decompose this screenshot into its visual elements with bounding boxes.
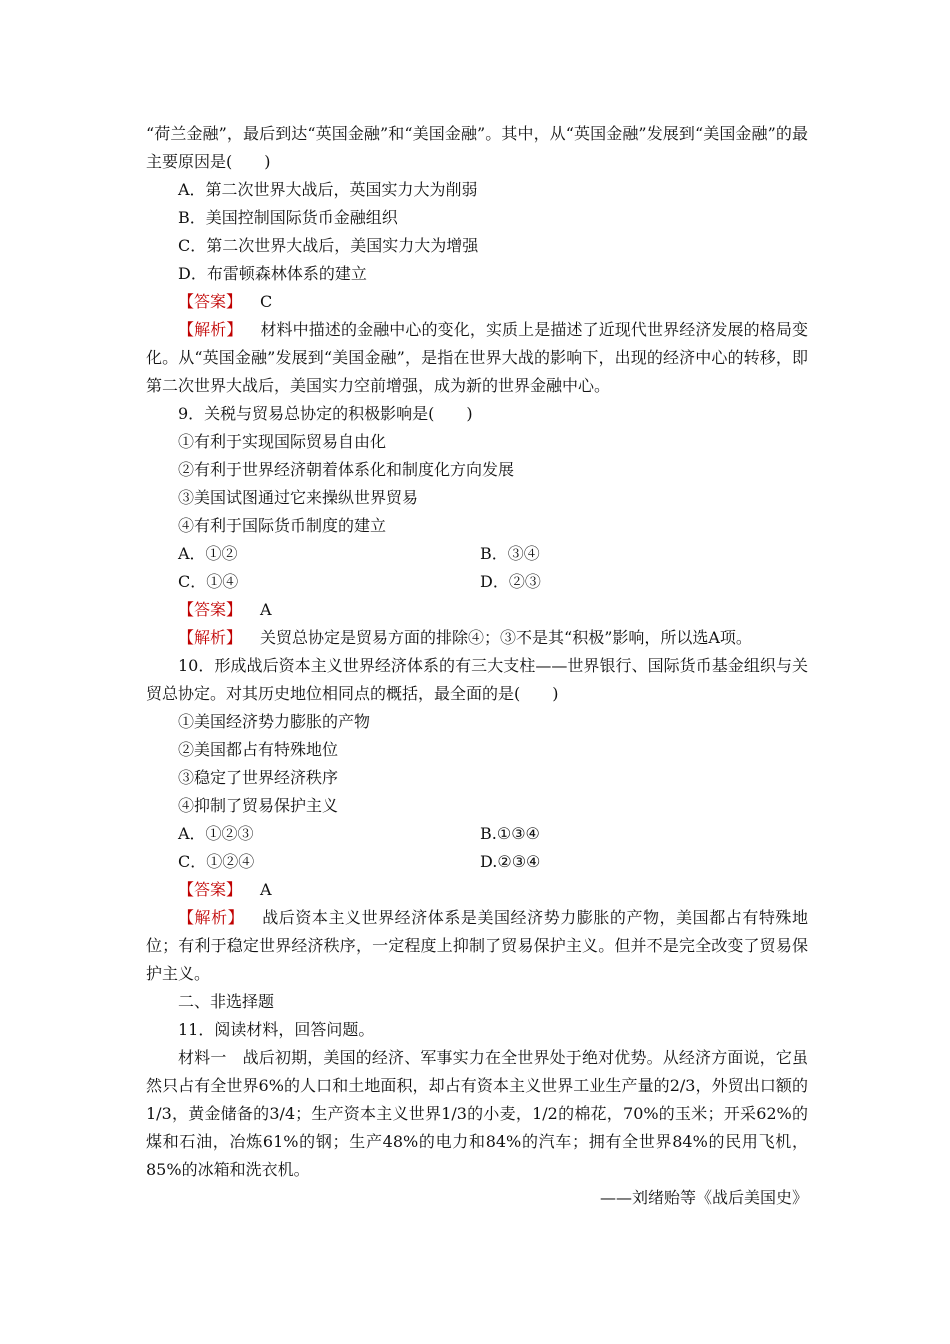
q10-options-row-2 [146, 848, 808, 876]
q9-item-2: ②有利于世界经济朝着体系化和制度化方向发展 [178, 460, 515, 479]
material-source: ——刘绪贻等《战后美国史》 [599, 1188, 808, 1207]
analysis-tag: 【解析】 [178, 628, 243, 647]
q9-option-b: B．③④ [480, 544, 540, 563]
q10-item-1: ①美国经济势力膨胀的产物 [178, 712, 371, 731]
q9-answer [146, 596, 808, 624]
q9-item-3: ③美国试图通过它来操纵世界贸易 [178, 488, 419, 507]
answer-value: C [260, 292, 273, 311]
answer-value: A [260, 880, 272, 899]
analysis-tag: 【解析】 [178, 908, 245, 927]
answer-tag: 【答案】 [178, 600, 243, 619]
q9-analysis [146, 624, 808, 652]
q9-item-1: ①有利于实现国际贸易自由化 [178, 432, 387, 451]
analysis-text: 关贸总协定是贸易方面的排除④；③不是其“积极”影响，所以选A项。 [260, 628, 752, 647]
q9-stem: 9．关税与贸易总协定的积极影响是( ) [178, 404, 473, 423]
q9-option-a: A．①② [178, 544, 238, 563]
q10-option-c: C．①②④ [178, 852, 255, 871]
document-page [146, 120, 808, 1212]
q9-item-4: ④有利于国际货币制度的建立 [178, 516, 387, 535]
q8-stem: “荷兰金融”，最后到达“英国金融”和“美国金融”。其中，从“英国金融”发展到“美国金融”的最主要原因是( ) [146, 124, 808, 171]
answer-value: A [260, 600, 272, 619]
q8-option-b: B．美国控制国际货币金融组织 [178, 208, 398, 227]
q10-option-d: D.②③④ [480, 852, 541, 871]
q10-option-a: A．①②③ [178, 824, 254, 843]
q8-answer [146, 288, 808, 316]
analysis-tag: 【解析】 [178, 320, 243, 339]
q10-item-3: ③稳定了世界经济秩序 [178, 768, 339, 787]
material-1: 材料一 战后初期，美国的经济、军事实力在全世界处于绝对优势。从经济方面说，它虽然只占有全世界6%的人口和土地面积，却占有资本主义世界工业生产量的2/3，外贸出口额的1/3，黄金储备的3/4；生产资本主义世界1/3的小麦，1/2的棉花，70%的玉米；开采62%的煤和石油，冶炼61%的钢；生产48%的电力和84%的汽车；拥有全世界84%的民用飞机，85%的冰箱和洗衣机。 [146, 1048, 808, 1179]
q10-option-b: B.①③④ [480, 824, 540, 843]
section-title: 二、非选择题 [178, 992, 275, 1011]
answer-tag: 【答案】 [178, 292, 243, 311]
q10-item-2: ②美国都占有特殊地位 [178, 740, 339, 759]
q9-options-row-2 [146, 568, 808, 596]
q8-option-a: A．第二次世界大战后，英国实力大为削弱 [178, 180, 478, 199]
q8-option-d: D．布雷顿森林体系的建立 [178, 264, 367, 283]
answer-tag: 【答案】 [178, 880, 243, 899]
q8-option-c: C．第二次世界大战后，美国实力大为增强 [178, 236, 479, 255]
q10-answer [146, 876, 808, 904]
analysis-text: 战后资本主义世界经济体系是美国经济势力膨胀的产物，美国都占有特殊地位；有利于稳定世界经济秩序，一定程度上抑制了贸易保护主义。但并不是完全改变了贸易保护主义。 [146, 908, 808, 983]
q10-item-4: ④抑制了贸易保护主义 [178, 796, 339, 815]
analysis-text: 材料中描述的金融中心的变化，实质上是描述了近现代世界经济发展的格局变化。从“英国金融”发展到“美国金融”，是指在世界大战的影响下，出现的经济中心的转移，即第二次世界大战后，美国实力空前增强，成为新的世界金融中心。 [146, 320, 808, 395]
q11-stem: 11．阅读材料，回答问题。 [178, 1020, 375, 1039]
q8-analysis [146, 316, 808, 400]
q9-option-d: D．②③ [480, 572, 541, 591]
q10-stem: 10．形成战后资本主义世界经济体系的有三大支柱——世界银行、国际货币基金组织与关贸总协定。对其历史地位相同点的概括，最全面的是( ) [146, 656, 808, 703]
q10-options-row-1 [146, 820, 808, 848]
q10-analysis [146, 904, 808, 988]
q9-options-row-1 [146, 540, 808, 568]
q9-option-c: C．①④ [178, 572, 239, 591]
